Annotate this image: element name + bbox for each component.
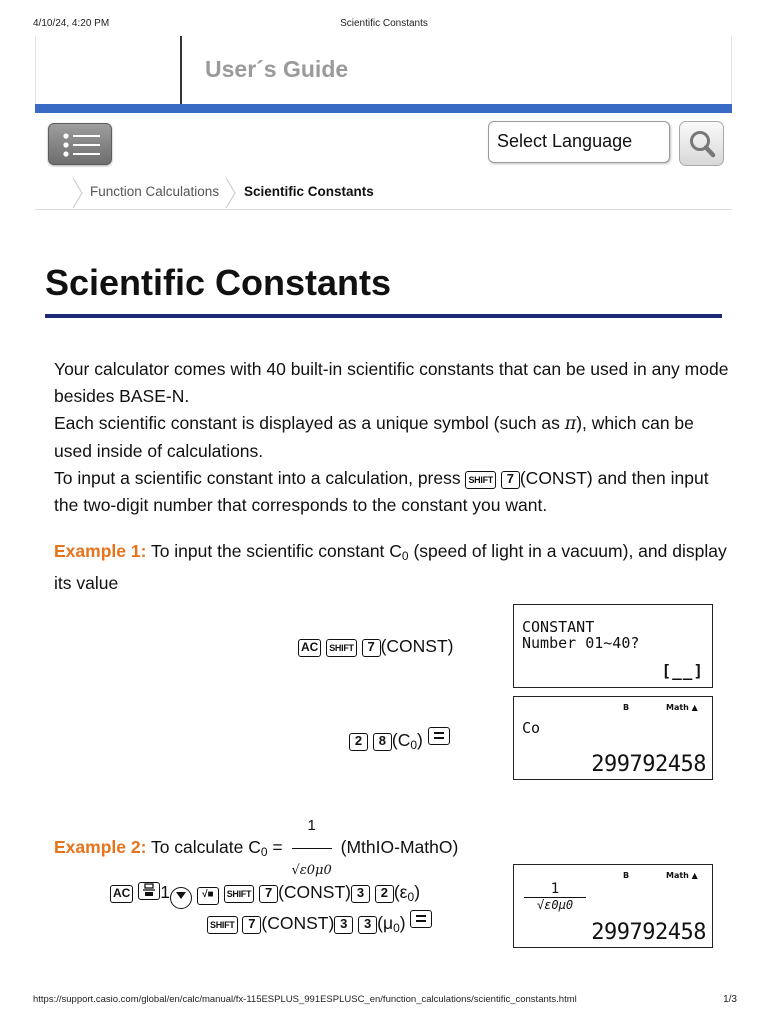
key-row-text: (CONST) xyxy=(380,636,454,656)
down-arrow-key xyxy=(170,887,192,909)
users-guide-title[interactable]: User´s Guide xyxy=(205,56,349,82)
equals-key xyxy=(428,727,450,745)
example-2-label: Example 2: xyxy=(54,837,147,858)
search-icon xyxy=(687,129,717,159)
example-text: To calculate C xyxy=(146,837,261,858)
lcd-line-2: Number 01~40? xyxy=(522,634,640,652)
calculator-display-1 xyxy=(513,604,713,688)
ac-key: AC xyxy=(298,639,321,657)
three-key: 3 xyxy=(358,916,377,934)
seven-key: 7 xyxy=(501,471,520,489)
list-menu-icon xyxy=(62,133,102,157)
key-row-text: 1 xyxy=(160,882,170,902)
search-button[interactable] xyxy=(679,121,724,166)
site-header xyxy=(35,36,732,104)
seven-key: 7 xyxy=(362,639,381,657)
print-doc-title: Scientific Constants xyxy=(340,18,428,29)
eight-key: 8 xyxy=(373,733,392,751)
lcd-indicator-math: Math ▲ xyxy=(666,703,698,712)
subscript: 0 xyxy=(407,890,415,904)
example-2-keys-row-1 xyxy=(110,882,420,909)
header-accent-bar xyxy=(35,104,732,113)
seven-key: 7 xyxy=(242,916,261,934)
pi-symbol: π xyxy=(564,414,577,434)
key-row-text: (C xyxy=(391,730,411,750)
lcd-indicator-b: B xyxy=(623,703,630,712)
example-text: = xyxy=(267,837,288,858)
menu-button[interactable] xyxy=(48,123,112,165)
subscript: 0 xyxy=(410,738,418,752)
shift-key: SHIFT xyxy=(326,639,357,657)
intro-text-span: To input a scientific constant into a calculation, press xyxy=(54,468,466,488)
subscript: 0 xyxy=(393,921,400,935)
lcd-indicator-math: Math ▲ xyxy=(666,871,698,880)
header-divider xyxy=(180,36,182,104)
example-1-keys-row-1 xyxy=(298,636,454,657)
key-row-text: ) xyxy=(399,913,406,933)
subscript: 0 xyxy=(401,549,409,563)
chevron-right-icon xyxy=(225,178,237,208)
example-text: (speed of light in a vacuum), and display its value xyxy=(54,541,727,593)
intro-text-span: Each scientific constant is displayed as a unique symbol (such as xyxy=(54,413,565,433)
key-row-text: ) xyxy=(414,882,421,902)
breadcrumb xyxy=(35,178,732,210)
calculator-display-3 xyxy=(513,864,713,948)
lcd-expression: Co xyxy=(522,719,541,737)
down-triangle-icon xyxy=(174,888,188,902)
calculator-display-2 xyxy=(513,696,713,780)
intro-text-span: (CONST) and then input the two-digit number that corresponds to the constant you want. xyxy=(54,468,709,515)
intro-paragraph-3 xyxy=(54,465,734,519)
lcd-result: 299792458 xyxy=(591,752,706,777)
lcd-fraction-denominator: √ε0μ0 xyxy=(536,898,574,912)
lcd-input-cursor: [__] xyxy=(661,661,704,680)
lcd-fraction-numerator: 1 xyxy=(524,881,586,898)
two-key: 2 xyxy=(349,733,368,751)
lcd-result: 299792458 xyxy=(591,920,706,945)
fraction-denominator: √ε0μ0 xyxy=(291,863,332,878)
lcd-line-1: CONSTANT xyxy=(522,618,595,636)
key-row-text: ) xyxy=(417,730,423,750)
subscript: 0 xyxy=(260,845,268,860)
example-text: (MthIO-MathO) xyxy=(335,837,459,858)
two-key: 2 xyxy=(375,885,394,903)
sqrt-key: √■ xyxy=(197,887,219,905)
ac-key: AC xyxy=(110,885,133,903)
lcd-fraction xyxy=(524,881,586,913)
shift-key: SHIFT xyxy=(207,916,238,934)
fraction xyxy=(292,804,332,893)
key-row-text: (ε xyxy=(393,882,408,902)
shift-key: SHIFT xyxy=(224,885,255,903)
print-url: https://support.casio.com/global/en/calc/manual/fx-115ESPLUS_991ESPLUSC_en/function_calculations/scientific_constants.html xyxy=(33,994,577,1005)
intro-paragraph-1: Your calculator comes with 40 built-in scientific constants that can be used in any mode besides BASE-N. xyxy=(54,359,729,406)
title-underline xyxy=(45,314,722,318)
chevron-right-icon xyxy=(72,178,84,208)
fraction-numerator: 1 xyxy=(292,804,332,849)
three-key: 3 xyxy=(334,916,353,934)
key-row-text: (CONST) xyxy=(278,882,351,902)
lcd-indicator-b: B xyxy=(623,871,630,880)
example-1-label: Example 1: xyxy=(54,541,147,561)
intro-text-span: ), which can be used inside of calculations. xyxy=(54,413,694,461)
key-row-text: (CONST) xyxy=(261,913,335,933)
fraction-key xyxy=(138,882,160,900)
example-2-keys-row-2 xyxy=(207,910,432,935)
key-row-text: (μ xyxy=(377,913,394,933)
shift-key: SHIFT xyxy=(465,471,496,489)
breadcrumb-function-calculations[interactable]: Function Calculations xyxy=(90,184,220,199)
page-title: Scientific Constants xyxy=(45,262,392,303)
intro-text xyxy=(54,356,734,519)
equals-key xyxy=(410,910,432,928)
example-text: To input the scientific constant C xyxy=(146,541,402,561)
print-date: 4/10/24, 4:20 PM xyxy=(33,18,110,29)
print-page-number: 1/3 xyxy=(723,994,737,1005)
fraction-icon xyxy=(141,883,157,897)
breadcrumb-scientific-constants: Scientific Constants xyxy=(244,184,374,199)
three-key: 3 xyxy=(351,885,370,903)
example-1-keys-row-2 xyxy=(349,727,450,752)
seven-key: 7 xyxy=(259,885,278,903)
example-1-description xyxy=(54,538,734,597)
intro-paragraph-2 xyxy=(54,410,734,465)
language-select[interactable]: Select Language xyxy=(488,121,670,163)
